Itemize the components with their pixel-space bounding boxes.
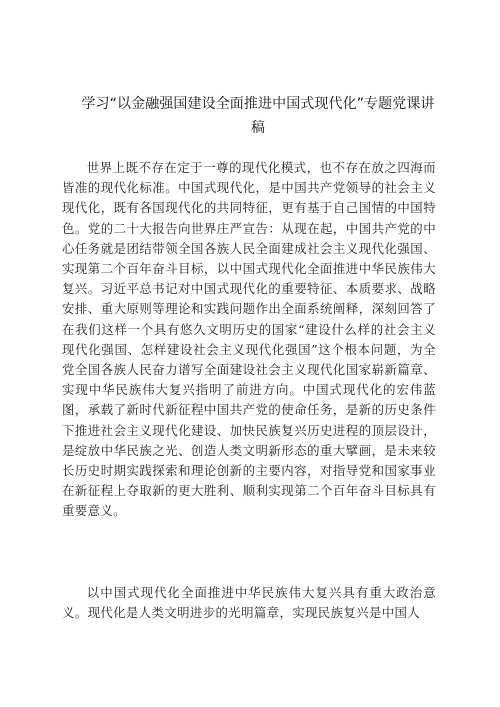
document-title: 学习“以金融强国建设全面推进中国式现代化”专题党课讲稿 xyxy=(81,96,435,136)
body-paragraph-2: 以中国式现代化全面推进中华民族伟大复兴具有重大政治意义。现代化是人类文明进步的光明篇章，实现民族复兴是中国人 xyxy=(62,585,436,621)
body-paragraph-1: 世界上既不存在定于一尊的现代化模式，也不存在放之四海而皆准的现代化标准。中国式现代化，是中国共产党领导的社会主义现代化，既有各国现代化的共同特征，更有基于自己国情的中国特色。党的二十大报告向世界庄严宣告：从现在起，中国共产党的中心任务就是团结带领全国各族人民全面建成社会主义现代化强国、实现第二个百年奋斗目标，以中国式现代化全面推进中华民族伟大复兴。习近平总书记对中国式现代化的重要特征、本质要求、战略安排、重大原则等理论和实践问题作出全面系统阐释，深刻回答了在我们这样一个具有悠久文明历史的国家“建设什么样的社会主义现代化强国、怎样建设社会主义现代化强国”这个根本问题，为全党全国各族人民奋力谱写全面建设社会主义现代化国家崭新篇章、实现中华民族伟大复兴指明了前进方向。中国式现代化的宏伟蓝图，承载了新时代新征程中国共产党的使命任务，是新的历史条件下推进社会主义现代化建设、加快民族复兴历史进程的顶层设计，是绽放中华民族之光、创造人类文明新形态的重大擘画，是未来较长历史时期实践探索和理论创新的主要内容，对指导党和国家事业在新征程上夺取新的更大胜利、顺利实现第二个百年奋斗目标具有重要意义。 xyxy=(62,160,436,519)
